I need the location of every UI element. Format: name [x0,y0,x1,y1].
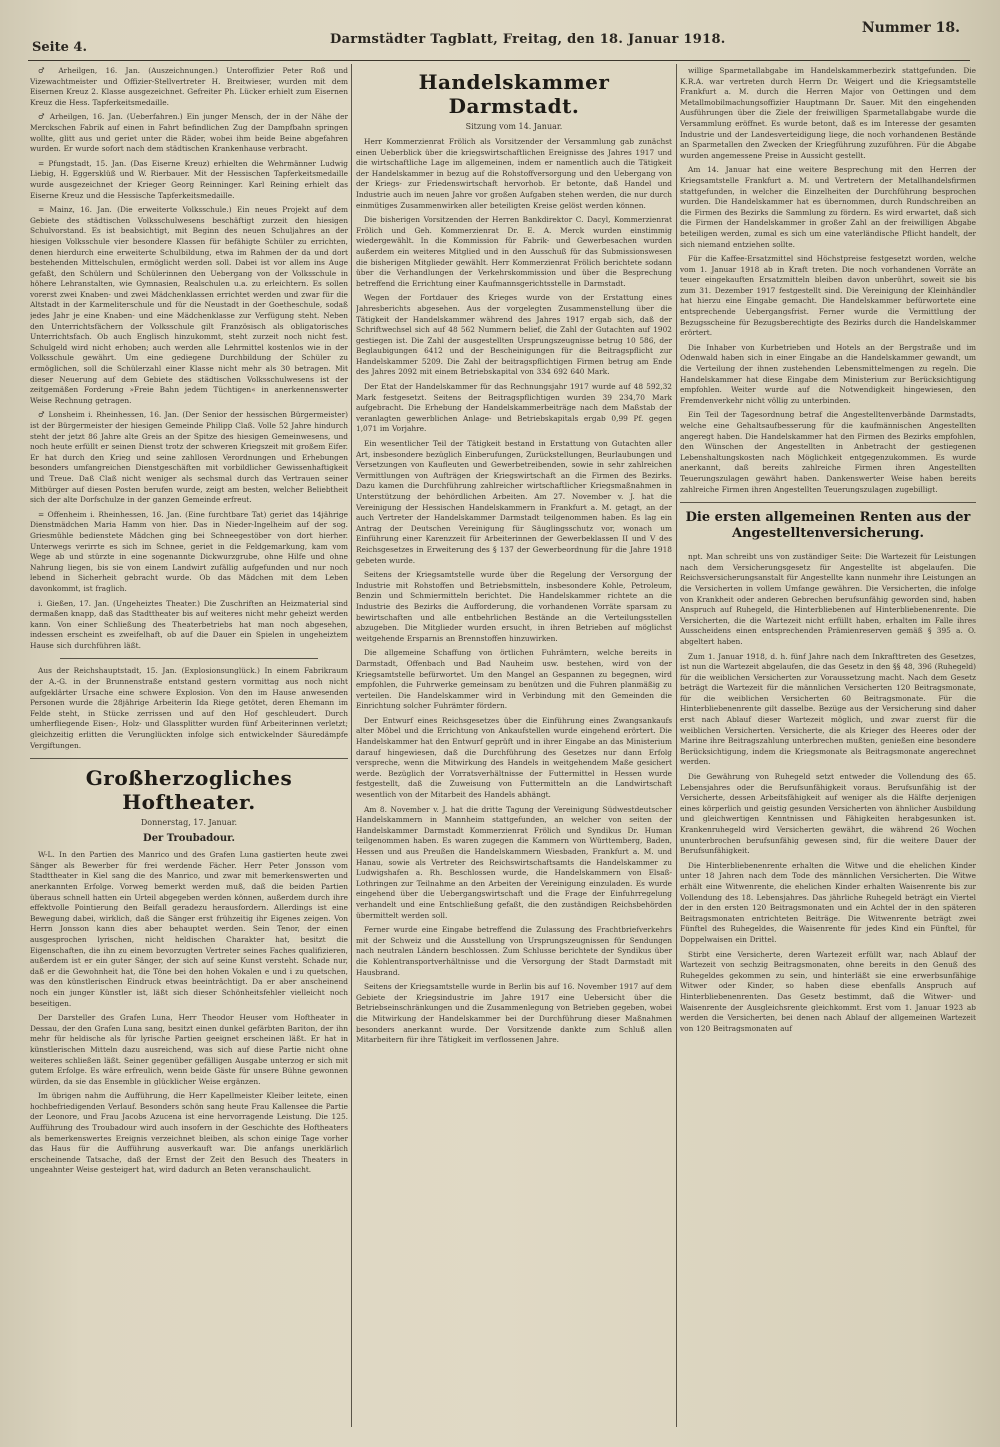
article-paragraph: Herr Kommerzienrat Frölich als Vorsitzender der Versammlung gab zunächst einen Ueberblick über die kriegswirtschaftlichen Ereignisse des Jahres 1917 und die wirtschaftliche Lage im allgemeinen, indem er namentlich auch die Tätigkeit der Handelskammer in bezug auf die Rohstoffversorgung und den Uebergang von der Kriegs- zur Friedenswirtschaft hervorhob. Er betonte, daß Handel und Industrie auch im neuen Jahre vor großen Aufgaben stehen werden, die nur durch einmütiges Zusammenwirken aller beteiligten Kreise gelöst werden können. [356,137,672,210]
news-item: ♂ Arheilgen, 16. Jan. (Auszeichnungen.) Unteroffizier Peter Roß und Vizewachtmeister und Offizier-Stellvertreter H. Breitwieser, wurden mit dem Eisernen Kreuz 2. Klasse ausgezeichnet. Gefreiter Ph. Lücker erhielt zum Eisernen Kreuz die Hess. Tapferkeitsmedaille. [30,66,348,107]
article-paragraph: Die allgemeine Schaffung von örtlichen Fuhrämtern, welche bereits in Darmstadt, Offenbach und Bad Nauheim usw. bestehen, wird von der Kriegsamtstelle befürwortet. Um den Mangel an Gespannen zu begegnen, wird empfohlen, die Fuhrwerke gemeinsam zu benützen und die Fuhren planmäßig zu verteilen. Die Handelskammer wird in Verbindung mit den Gemeinden die Einrichtung solcher Fuhrämter fördern. [356,648,672,711]
article-paragraph: Die Hinterbliebenenrente erhalten die Witwe und die ehelichen Kinder unter 18 Jahren nach dem Tode des männlichen Versicherten. Die Witwe erhält eine Witwenrente, die ehelichen Kinder erhalten Waisenrente bis zur Vollendung des 18. Lebensjahres. Das jährliche Ruhegeld beträgt ein Viertel der in den ersten 120 Beitragsmonaten und ein Achtel der in den späteren Beitragsmonaten entrichteten Beiträge. Die Witwenrente beträgt zwei Fünftel des Ruhegeldes, die Waisenrente für jedes Kind ein Fünftel, für Doppelwaisen ein Drittel. [680,860,976,944]
article-paragraph: Die Gewährung von Ruhegeld setzt entweder die Vollendung des 65. Lebensjahres oder die Berufsunfähigkeit voraus. Berufsunfähig ist der Versicherte, dessen Arbeitsfähigkeit auf weniger als die Hälfte derjenigen eines körperlich und geistig gesunden Versicherten von ähnlicher Ausbildung und gleichwertigen Kenntnissen und Fähigkeiten herabgesunken ist. Krankenruhegeld wird Versicherten gewährt, die während 26 Wochen ununterbrochen berufsunfähig gewesen sind, für die weitere Dauer der Berufsunfähigkeit. [680,772,976,856]
article-paragraph: willige Sparmetallabgabe im Handelskammerbezirk stattgefunden. Die K.R.A. war vertreten durch Herrn Dr. Weigert und die Kriegsamtstelle Frankfurt a. M. durch die Herren Major von Oettingen und dem Metallmobilmachungsoffizier Hauptmann Dr. Sauer. Mit den eingehenden Ausführungen über die Ziele der freiwilligen Sparmetallabgabe wurde die Versammlung eröffnet. Es wurde betont, daß es im Interesse der gesamten Industrie und der Landesverteidigung liege, die noch vorhandenen Bestände an Sparmetallen den Zwecken der Kriegführung zuzuführen. Für die Abgabe wurden angemessene Preise in Aussicht gestellt. [680,66,976,160]
news-item: = Offenheim i. Rheinhessen, 16. Jan. (Eine furchtbare Tat) geriet das 14jährige Dienstmädchen Maria Hamm von hier. Das in Nieder-Ingelheim auf der sog. Griesmühle bedienstete Mädchen ging bei Schneegestöber von dort hierher. Unterwegs verirrte es sich im Schnee, geriet in die Feldgemarkung, kam vom Wege ab und stürzte in eine sogenannte Dickwurzgrube, ohne Hilfe und ohne Nahrung liegen, bis sie von einem Landwirt zufällig aufgefunden und nur noch lebend in Sicherheit gebracht wurde. Ob das Mädchen mit dem Leben davonkommt, ist fraglich. [30,509,348,593]
article-paragraph: Die Inhaber von Kurbetrieben und Hotels an der Bergstraße und im Odenwald haben sich in einer Eingabe an die Handelskammer gewandt, um die Verteilung der ihnen zustehenden Lebensmittelmengen zu regeln. Die Handelskammer hat diese Eingabe dem Ministerium zur Berücksichtigung empfohlen. Weiter wurde auf die Notwendigkeit hingewiesen, den Fremdenverkehr nicht völlig zu unterbinden. [680,342,976,405]
article-paragraph: Der Entwurf eines Reichsgesetzes über die Einführung eines Zwangsankaufs alter Möbel und die Errichtung von Ankaufstellen wurde eingehend erörtert. Die Handelskammer hat den Entwurf geprüft und in ihrer Eingabe an das Ministerium darauf hingewiesen, daß die Durchführung des Gesetzes nur dann Erfolg verspreche, wenn die Mitwirkung des Handels in weitgehendem Maße gesichert werde. Bezüglich der Vorratsverhältnisse der Futtermittel in Hessen wurde festgestellt, daß die Zuweisung von Futtermitteln an die Landwirtschaft wesentlich von der Mitarbeit des Handels abhängt. [356,715,672,800]
article-paragraph: npt. Man schreibt uns von zuständiger Seite: Die Wartezeit für Leistungen nach dem Versicherungsgesetz für Angestellte ist abgelaufen. Die Reichsversicherungsanstalt für Angestellte kann nunmehr ihre Leistungen an die Versicherten in vollem Umfange gewähren. Die Versicherten, die infolge von Krankheit oder anderen Gebrechen berufsunfähig geworden sind, haben Anspruch auf Ruhegeld, die Hinterbliebenen auf Hinterbliebenenrente. Die Versicherten, die die Wartezeit nicht erfüllt haben, erhalten im Falle ihres Ausscheidens einen entsprechenden Prämienreserven gemäß § 395 a. O. abgeltert haben. [680,552,976,646]
theater-play: Der Troubadour. [143,833,235,845]
article-paragraph: Die bisherigen Vorsitzenden der Herren Bankdirektor C. Dacyl, Kommerzienrat Frölich und Geh. Kommerzienrat Dr. E. A. Merck wurden einstimmig wiedergewählt. In die Kommission für Fabrik- und Gewerbesachen wurden außerdem ein weiteres Mitglied und in den Ausschuß für das Submissionswesen die bisherigen Mitglieder gewählt. Herr Kommerzienrat Frölich berichtete sodann über die Verhandlungen der Verkehrskommission und über die Besprechung betreffend die Errichtung einer Kaufmannsgerichtsstelle in Darmstadt. [356,215,672,288]
review-paragraph: Im übrigen nahm die Aufführung, die Herr Kapellmeister Kleiber leitete, einen hochbefriedigenden Verlauf. Besonders schön sang heute Frau Kallensee die Partie der Leonore, und Frau Jacobs Azucena ist eine hervorragende Leistung. Die 125. Aufführung des Troubadour wird auch insofern in der Geschichte des Hoftheaters als bemerkenswertes Ereignis verzeichnet bleiben, als schon einige Tage vorher das Haus für die Aufführung ausverkauft war. Die anfangs unerklärlich erscheinende Tatsache, daß der Ernst der Zeit den Besuch des Theaters in ungeahnter Weise gesteigert hat, wird dadurch an Beten veranschaulicht. [30,1091,348,1175]
article-headline: Handelskammer Darmstadt. [418,70,610,118]
column-middle [356,66,672,1427]
section-headline: Die ersten allgemeinen Renten aus der Angestelltenversicherung. [685,510,971,542]
column-left [30,66,348,1427]
article-paragraph: Stirbt eine Versicherte, deren Wartezeit erfüllt war, nach Ablauf der Wartezeit von sechzig Beitragsmonaten, ohne bereits in den Genuß des Ruhegeldes gekommen zu sein, und hinterläßt sie eine erwerbsunfähige Witwer oder Kinder, so haben diese ebenfalls Anspruch auf Hinterbliebenenrenten. Das Gesetz bestimmt, daß die Witwer- und Waisenrente der Ausgleichsrente gleichkommt. Erst vom 1. Januar 1923 ab werden die Versicherten, bei denen nach Ablauf der allgemeinen Wartezeit von 120 Beitragsmonaten auf [680,949,976,1033]
news-item: ♂ Arheilgen, 16. Jan. (Ueberfahren.) Ein junger Mensch, der in der Nähe der Merckschen Fabrik auf einen in Fahrt befindlichen Zug der Dampfbahn springen wollte, glitt aus und geriet unter die Räder, wobei ihm beide Beine abgefahren wurden. Er wurde sofort nach dem städtischen Krankenhause verbracht. [30,112,348,154]
separator [30,758,348,759]
article-paragraph: Seitens der Kriegsamtstelle wurde in Berlin bis auf 16. November 1917 auf dem Gebiete der Kriegsindustrie im Jahre 1917 eine Uebersicht über die Betriebseinschränkungen und die Zusammenlegung von Betrieben gegeben, wobei die Mitwirkung der Handelskammer bei der Durchführung dieser Maßnahmen besonders anerkannt wurde. Der Vorsitzende dankte zum Schluß allen Mitarbeitern für ihre Tätigkeit im verflossenen Jahre. [356,982,672,1045]
review-paragraph: W-L. In den Partien des Manrico und des Grafen Luna gastierten heute zwei Sänger als Bewerber für frei werdende Fächer. Herr Peter Jonsson vom Stadttheater in Kiel sang die des Manrico, und zwar mit bemerkenswerten und anerkannten Erfolge. Vorweg bemerkt werden muß, daß die beiden Partien überaus schnell hatten ein Urteil abgegeben werden können, außerdem durch ihre effektvolle Pointierung den Beifall geradezu herausfordern. Allerdings ist eine Bewegung dabei, wirklich, daß die Sänger erst frühzeitig ihr Eigenes zeigen. Von Herrn Jonsson kann dies aber behauptet werden. Sein Tenor, der einen ausgesprochen lyrischen, nicht heldischen Charakter hat, besitzt die Eigenschaften, die ihn zu einem bevorzugten Vertreter seines Faches qualifizieren, außerdem ist er ein guter Sänger, der sich auf seine Kunst versteht. Schade nur, daß er die Gewohnheit hat, die Töne bei den hohen Vokalen e und i zu quetschen, was den künstlerischen Eindruck etwas beeinträchtigt. Da er aber anscheinend noch ein junger Künstler ist, läßt sich dieser Schönheitsfehler vielleicht noch beseitigen. [30,850,348,1008]
column-right [680,66,976,1427]
news-item: Aus der Reichshauptstadt, 15. Jan. (Explosionsunglück.) In einem Fabrikraum der A.-G. in der Brunnenstraße entstand gestern vormittag aus noch nicht aufgeklärter Ursache eine schwere Explosion. Von den im Hause anwesenden Personen wurde die 28jährige Arbeiterin Ida Riege getötet, deren Ehemann im Felde steht, in Stücke zerrissen und auf den Hof geschleudert. Durch umherfliegende Eisen-, Holz- und Glassplitter wurden fünf Arbeiterinnen verletzt; gleichzeitig erlitten die Verunglückten infolge sich entwickelnder Säuredämpfe Vergiftungen. [30,666,348,750]
article-paragraph: Der Etat der Handelskammer für das Rechnungsjahr 1917 wurde auf 48 592,32 Mark festgesetzt. Seitens der Beitragspflichtigen wurden 39 234,70 Mark aufgebracht. Die Erhebung der Handelskammerbeiträge nach dem Maßstab der veranlagten gewerblichen Anlage- und Betriebskapitals ergab 0,99 Pf. gegen 1,071 im Vorjahre. [356,382,672,434]
article-subtitle: Sitzung vom 14. Januar. [465,122,563,131]
article-paragraph: Seitens der Kriegsamtstelle wurde über die Regelung der Versorgung der Industrie mit Rohstoffen und Betriebsmitteln, insbesondere Kohle, Petroleum, Benzin und Schmiermitteln berichtet. Die Handelskammer richtete an die Industrie des Bezirks die Aufforderung, die vorhandenen Vorräte sparsam zu bewirtschaften und alle entbehrlichen Bestände an die Verteilungsstellen abzugeben. Die Mitglieder wurden ersucht, in ihren Betrieben auf möglichst weitgehende Ersparnis an Brennstoffen hinzuwirken. [356,570,672,643]
theater-date: Donnerstag, 17. Januar. [140,818,238,828]
column-divider [676,64,677,1427]
article-paragraph: Für die Kaffee-Ersatzmittel sind Höchstpreise festgesetzt worden, welche vom 1. Januar 1918 ab in Kraft treten. Die noch vorhandenen Vorräte an teuer eingekauften Ersatzmitteln bleiben davon unberührt, soweit sie bis zum 31. Dezember 1917 festgestellt sind. Die Vereinigung der Kleinhändler hat hierzu eine Eingabe gemacht. Die Handelskammer befürwortete eine entsprechende Uebergangsfrist. Ferner wurde die Vermittlung der Bezugsscheine für Bezugsberechtigte des Bezirks durch die Handelskammer erörtert. [680,254,976,338]
article-paragraph: Am 8. November v. J. hat die dritte Tagung der Vereinigung Südwestdeutscher Handelskammern in Mannheim stattgefunden, an welcher von seiten der Handelskammer Darmstadt Kommerzienrat Frölich und Syndikus Dr. Human teilgenommen haben. Es waren zugegen die Kammern von Württemberg, Baden, Hessen und aus Preußen die Handelskammern Wiesbaden, Frankfurt a. M. und Hanau, sowie als Vertreter des Reichswirtschaftsamts die Handelskammer zu Ludwigshafen a. Rh. Beschlossen wurde, die Handelskammern von Elsaß-Lothringen zur Teilnahme an den Arbeiten der Vereinigung einzuladen. Es wurde eingehend über die Uebergangswirtschaft und die Frage der Einfuhrregelung verhandelt und eine Entschließung gefaßt, die den zuständigen Reichsbehörden übermittelt werden soll. [356,804,672,920]
news-item: i. Gießen, 17. Jan. (Ungeheiztes Theater.) Die Zuschriften an Heizmaterial sind dermaßen knapp, daß das Stadttheater bis auf weiteres nicht mehr geheizt werden kann. Von einer Schließung des Theaterbetriebs hat man noch abgesehen, indessen erscheint es zweifelhaft, ob auf die Dauer ein Spielen in ungeheiztem Hause sich durchführen läßt. [30,598,348,650]
issue-number: Nummer 18. [861,20,960,36]
news-item: ♂ Lonsheim i. Rheinhessen, 16. Jan. (Der Senior der hessischen Bürgermeister) ist der Bürgermeister der hiesigen Gemeinde Philipp Claß. Volle 52 Jahre hindurch steht der jetzt 86 Jahre alte Greis an der Spitze des hiesigen Gemeinwesens, und noch heute erfüllt er seinen Dienst trotz der schweren Kriegszeit mit großem Eifer. Er hat durch den Krieg und seine zahllosen Verordnungen und Erhebungen besonders umfangreichen Dienstgeschäften mit vorbildlicher Gewissenhaftigkeit und Treue. Daß Claß nicht weniger als sechsmal durch das Vertrauen seiner Mitbürger auf diesen Posten berufen wurde, zeigt am besten, welcher Beliebtheit sich der alte Dorfschulze in der ganzen Gemeinde erfreut. [30,410,348,505]
page-header [0,18,1000,62]
article-paragraph: Ein wesentlicher Teil der Tätigkeit bestand in Erstattung von Gutachten aller Art, insbesondere bezüglich Einberufungen, Zurückstellungen, Beurlaubungen und Versetzungen von Kaufleuten und Gewerbetreibenden, sowie in sehr zahlreichen Vermittlungen von Aufträgen der Kriegswirtschaft an die Firmen des Bezirks. Dazu kamen die Durchführung zahlreicher wirtschaftlicher Kriegsmaßnahmen in Unterstützung der behördlichen Arbeiten. Am 27. November v. J. hat die Vereinigung der Hessischen Handelskammern in Frankfurt a. M. getagt, an der auch Vertreter der Handelskammer Darmstadt teilgenommen haben. Es lag ein Antrag der Deutschen Vereinigung für Säuglingsschutz vor, wonach um Einführung einer Karenzzeit für Arbeiterinnen der Gewerbeklassen II und V des Reichsgesetzes in Erweiterung des § 137 der Gewerbeordnung für die Jahre 1918 gebeten wurde. [356,439,672,565]
review-paragraph: Der Darsteller des Grafen Luna, Herr Theodor Heuser vom Hoftheater in Dessau, der den Grafen Luna sang, besitzt einen dunkel gefärbten Bariton, der ihn mehr für heldische als für lyrische Partien geeignet erscheinen läßt. Er hat in künstlerischen Mitteln dazu ausreichend, was sich auf diese Partie nicht ohne weiteres schließen läßt. Seiner gegenüber gefälligen Ausgabe unterzog er sich mit gutem Erfolge. Es wäre erfreulich, wenn beide Gäste für unsere Bühne gewonnen würden, da sie das Ensemble in glücklicher Weise ergänzen. [30,1013,348,1086]
page-number: Seite 4. [32,40,87,55]
header-rule [28,60,970,61]
separator [680,502,976,503]
theater-headline: Großherzogliches Hoftheater. [85,766,293,815]
separator [60,658,318,659]
article-paragraph: Am 14. Januar hat eine weitere Besprechung mit den Herren der Kriegsamtstelle Frankfurt a. M. und Vertretern der Metallhandelsfirmen stattgefunden, in welcher die Einzelheiten der Durchführung besprochen wurden. Die Handelskammer hat es übernommen, durch Rundschreiben an die Firmen des Bezirks die Sammlung zu fördern. Es wird erwartet, daß sich die Firmen der Handelskammer in großer Zahl an der freiwilligen Abgabe beteiligen werden, zumal es sich um eine vaterländische Pflicht handelt, der sich niemand entziehen sollte. [680,165,976,249]
article-paragraph: Ein Teil der Tagesordnung betraf die Angestelltenverbände Darmstadts, welche eine Gehaltsaufbesserung für die kaufmännischen Angestellten angeregt haben. Die Handelskammer hat den Firmen des Bezirks empfohlen, den Wünschen der Angestellten in Anbetracht der gestiegenen Lebenshaltungskosten nach Möglichkeit entgegenzukommen. Es wurde anerkannt, daß bereits zahlreiche Firmen ihren Angestellten Teuerungszulagen gewährt haben. Dankenswerter Weise haben bereits zahlreiche Firmen ihren Angestellten Teuerungszulagen zugebilligt. [680,410,976,494]
news-item: = Pfungstadt, 15. Jan. (Das Eiserne Kreuz) erhielten die Wehrmänner Ludwig Liebig, H. Eggersklüß und W. Rierbauer. Mit der Hessischen Tapferkeitsmedaille wurde ausgezeichnet der Krieger Georg Reinninger. Karl Reining erhielt das Eiserne Kreuz und die Hessische Tapferkeitsmedaille. [30,158,348,200]
masthead: Darmstädter Tagblatt, Freitag, den 18. Januar 1918. [330,32,726,47]
article-paragraph: Ferner wurde eine Eingabe betreffend die Zulassung des Frachtbriefverkehrs mit der Schweiz und die Ausstellung von Ursprungszeugnissen für Sendungen nach neutralen Ländern beschlossen. Zum Schlusse berichtete der Syndikus über die Kohlentransportverhältnisse und die Versorgung der Stadt Darmstadt mit Hausbrand. [356,925,672,977]
article-paragraph: Zum 1. Januar 1918, d. h. fünf Jahre nach dem Inkrafttreten des Gesetzes, ist nun die Wartezeit abgelaufen, die das Gesetz in den §§ 48, 396 (Ruhegeld) für die weiblichen Versicherten zur Voraussetzung macht. Nach dem Gesetz beträgt die Wartezeit für die männlichen Versicherten 120 Beitragsmonate, für die weiblichen Versicherten 60 Beitragsmonate. Für die Hinterbliebenenrente gilt dasselbe. Bezüge aus der Versicherung sind daher erst nach Ablauf dieser Wartezeit möglich, und zwar zuerst für die weiblichen Versicherten. Versicherte, die als Krieger des Heeres oder der Marine ihre Beitragszahlung unterbrechen mußten, genießen eine besondere Berücksichtigung, indem die Kriegsmonate als Beitragsmonate angerechnet werden. [680,651,976,767]
article-paragraph: Wegen der Fortdauer des Krieges wurde von der Erstattung eines Jahresberichts abgesehen. Aus der vorgelegten Zusammenstellung über die Tätigkeit der Handelskammer während des Jahres 1917 ergab sich, daß der Schriftwechsel sich auf 48 562 Nummern belief, die Zahl der Gutachten auf 1902 gestiegen ist. Die Zahl der ausgestellten Ursprungszeugnisse betrug 10 586, der Beglaubigungen 6412 und der Bescheinigungen für die Beitragspflicht zur Handelskammer 5209. Die Zahl der beitragspflichtigen Firmen betrug am Ende des Jahres 2092 mit einem Betriebskapital von 334 692 640 Mark. [356,293,672,377]
news-item: = Mainz, 16. Jan. (Die erweiterte Volksschule.) Ein neues Projekt auf dem Gebiete des städtischen Volksschulwesens beschäftigt zurzeit den hiesigen Schulvorstand. Es ist beabsichtigt, mit Beginn des neuen Schuljahres an der hiesigen Volksschule vier besondere Klassen für befähigte Schüler zu errichten, denen hierdurch eine erweiterte Schulbildung, etwa im Rahmen der da und dort bestehenden Mittelschulen, ermöglicht werden soll. Dabei ist vor allem ins Auge gefaßt, den Schülern und Schülerinnen den Uebergang von der Volksschule in höhere Lehranstalten, wie Gymnasien, Realschulen u.a. zu erleichtern. Es sollen vorerst zwei Knaben- und zwei Mädchenklassen errichtet werden und zwar für die Altstadt in der Karmeliterschule und für die Neustadt in der Goetheschule, sodaß jedes Jahr je eine Knaben- und eine Mädchenklasse zur Verfügung steht. Neben den Unterrichtsfächern der Volksschule gilt Französisch als obligatorisches Unterrichtsfach. Ob auch Englisch hinzukommt, steht zurzeit noch nicht fest. Schulgeld wird nicht erhoben; auch werden alle Lehrmittel kostenlos wie in der Volksschule gewährt. Um eine gediegene Durchbildung der Schüler zu ermöglichen, soll die Schülerzahl einer Klasse nicht mehr als 30 betragen. Mit dieser Neuerung auf dem Gebiete des städtischen Volksschulwesens ist der zeitgemäßen Forderung »Freie Bahn jedem Tüchtigen« in anerkennenswerter Weise Rechnung getragen. [30,205,348,405]
column-divider [351,64,352,1427]
